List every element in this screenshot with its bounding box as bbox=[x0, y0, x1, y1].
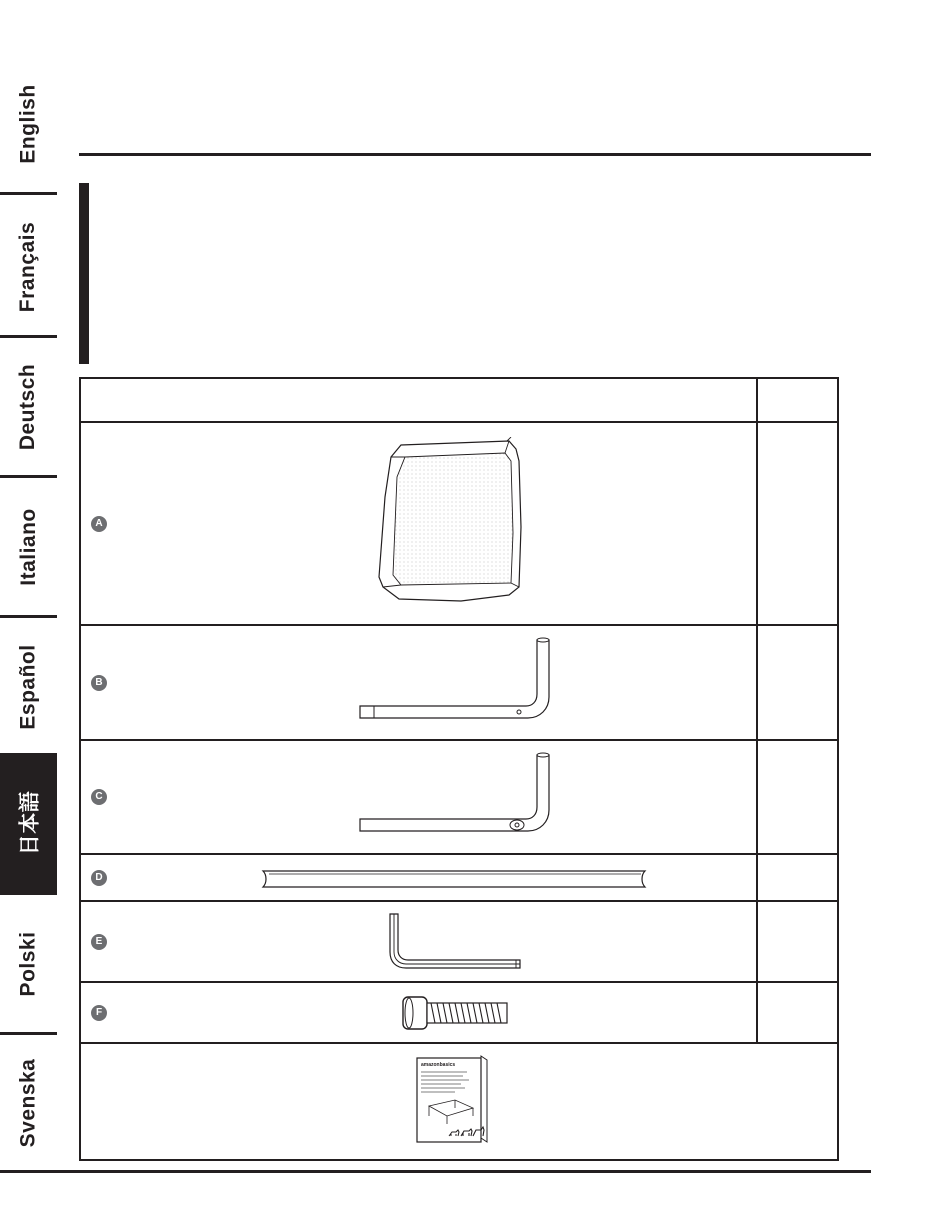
header-rule bbox=[79, 153, 871, 156]
table-row bbox=[81, 981, 837, 1042]
instruction-manual-icon bbox=[415, 1054, 491, 1146]
part-cell bbox=[81, 423, 758, 624]
table-row bbox=[81, 900, 837, 981]
qty-cell bbox=[758, 855, 837, 900]
lang-tab-label: Español bbox=[16, 643, 40, 730]
lang-tab-espanol[interactable] bbox=[0, 618, 57, 758]
lang-tab-label: Italiano bbox=[16, 507, 40, 586]
part-letter-badge: E bbox=[91, 934, 107, 950]
part-cell bbox=[81, 626, 758, 739]
part-letter-badge: B bbox=[91, 675, 107, 691]
lang-tab-label: English bbox=[16, 83, 40, 164]
straight-tube-icon bbox=[261, 869, 651, 889]
qty-cell bbox=[758, 423, 837, 624]
fabric-bed-cover-icon bbox=[371, 437, 541, 607]
lang-tab-english[interactable] bbox=[0, 55, 57, 195]
section-accent-bar bbox=[79, 183, 89, 364]
l-shaped-tube-leg-with-bolt-hole-icon bbox=[358, 751, 558, 836]
l-shaped-tube-leg-icon bbox=[358, 636, 558, 721]
table-header-row bbox=[81, 379, 837, 421]
header-cell-qty bbox=[758, 379, 837, 421]
table-row bbox=[81, 1042, 837, 1159]
lang-tab-label: Polski bbox=[16, 931, 40, 996]
screw-bolt-icon bbox=[401, 993, 511, 1033]
part-letter-badge: C bbox=[91, 789, 107, 805]
lang-tab-label: 日本語 bbox=[18, 790, 42, 855]
tab-bottom-rule bbox=[0, 1170, 57, 1173]
lang-tab-svenska[interactable] bbox=[0, 1035, 57, 1170]
part-letter-badge: F bbox=[91, 1005, 107, 1021]
table-row bbox=[81, 421, 837, 624]
lang-tab-polski[interactable] bbox=[0, 895, 57, 1035]
part-letter-badge: A bbox=[91, 516, 107, 532]
manual-cell bbox=[81, 1044, 837, 1159]
qty-cell bbox=[758, 741, 837, 853]
lang-tab-label: Deutsch bbox=[16, 363, 40, 450]
footer-rule bbox=[57, 1170, 871, 1173]
lang-tab-francais[interactable] bbox=[0, 198, 57, 338]
header-cell-parts bbox=[81, 379, 758, 421]
part-letter-badge: D bbox=[91, 870, 107, 886]
part-cell bbox=[81, 983, 758, 1042]
qty-cell bbox=[758, 902, 837, 981]
lang-tab-deutsch[interactable] bbox=[0, 338, 57, 478]
part-cell bbox=[81, 855, 758, 900]
table-row bbox=[81, 853, 837, 900]
lang-tab-italiano[interactable] bbox=[0, 478, 57, 618]
table-row bbox=[81, 739, 837, 853]
lang-tab-label: Svenska bbox=[16, 1058, 40, 1147]
qty-cell bbox=[758, 983, 837, 1042]
hex-key-icon bbox=[384, 912, 524, 972]
table-row bbox=[81, 624, 837, 739]
qty-cell bbox=[758, 626, 837, 739]
lang-tab-japanese[interactable] bbox=[0, 753, 57, 895]
part-cell bbox=[81, 741, 758, 853]
parts-table bbox=[79, 377, 839, 1161]
manual-brand-text: amazonbasics bbox=[421, 1062, 456, 1068]
part-cell bbox=[81, 902, 758, 981]
lang-tab-label: Français bbox=[16, 221, 40, 312]
